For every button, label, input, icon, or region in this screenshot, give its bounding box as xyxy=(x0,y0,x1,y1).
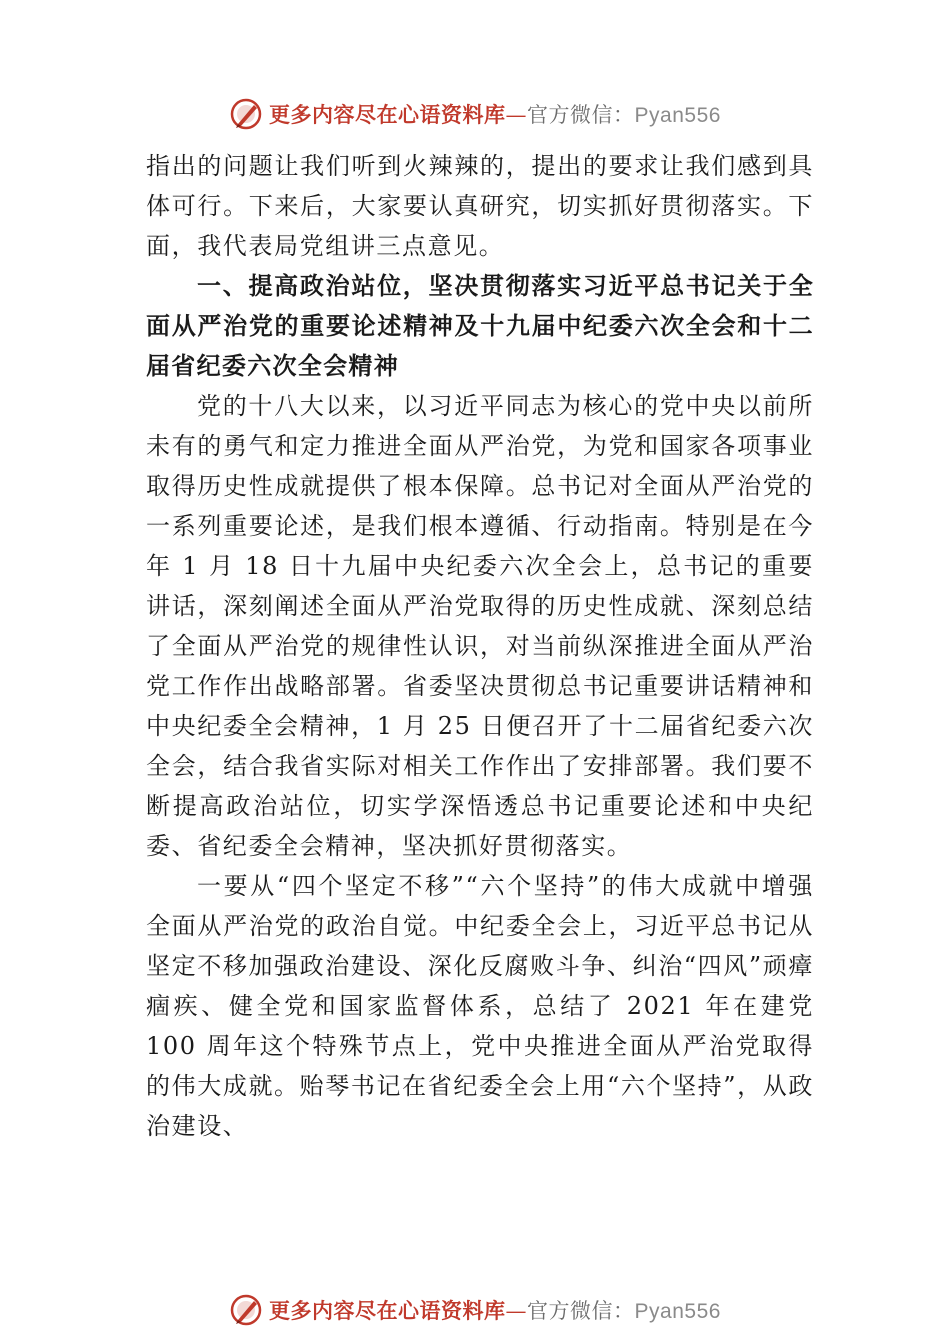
footer-library-name: 更多内容尽在心语资料库 xyxy=(269,1298,506,1323)
header-watermark-banner xyxy=(0,94,950,134)
body-paragraph-1: 党的十八大以来，以习近平同志为核心的党中央以前所未有的勇气和定力推进全面从严治党，为党和国家各项事业取得历史性成就提供了根本保障。总书记对全面从严治党的一系列重要论述，是我们根本遵循、行动指南。特别是在今年 1 月 18 日十九届中央纪委六次全会上，总书记的重要讲话，深刻阐述全面从严治党取得的历史性成就、深刻总结了全面从严治党的规律性认识，对当前纵深推进全面从严治党工作作出战略部署。省委坚决贯彻总书记重要讲话精神和中央纪委全会精神，1 月 25 日便召开了十二届省纪委六次全会，结合我省实际对相关工作作出了安排部署。我们要不断提高政治站位，切实学深悟透总书记重要论述和中央纪委、省纪委全会精神，坚决抓好贯彻落实。 xyxy=(146,392,814,860)
header-wechat-handle: Pyan556 xyxy=(634,104,721,127)
footer-dash: — xyxy=(505,1299,528,1323)
header-wechat-label: 官方微信： xyxy=(527,103,635,127)
footer-watermark-banner xyxy=(0,1290,950,1330)
footer-watermark-text xyxy=(269,1295,721,1325)
body-paragraph-2: 一要从“四个坚定不移”“六个坚持”的伟大成就中增强全面从严治党的政治自觉。中纪委全会上，习近平总书记从坚定不移加强政治建设、深化反腐败斗争、纠治“四风”顽瘴痼疾、健全党和国家监督体系，总结了 2021 年在建党 100 周年这个特殊节点上，党中央推进全面从严治党取得的伟大成就。贻琴书记在省纪委全会上用“六个坚持”，从政治建设、 xyxy=(146,872,814,1140)
document-body xyxy=(146,146,814,1146)
footer-wechat-handle: Pyan556 xyxy=(634,1300,721,1323)
intro-paragraph: 指出的问题让我们听到火辣辣的，提出的要求让我们感到具体可行。下来后，大家要认真研究，切实抓好贯彻落实。下面，我代表局党组讲三点意见。 xyxy=(146,152,814,260)
header-watermark-text xyxy=(269,99,721,129)
section-heading-1: 一、提高政治站位，坚决贯彻落实习近平总书记关于全面从严治党的重要论述精神及十九届中纪委六次全会和十二届省纪委六次全会精神 xyxy=(146,272,814,380)
pen-logo-icon xyxy=(229,1293,263,1327)
footer-wechat-label: 官方微信： xyxy=(527,1299,635,1323)
pen-logo-icon xyxy=(229,97,263,131)
header-library-name: 更多内容尽在心语资料库 xyxy=(269,102,506,127)
header-dash: — xyxy=(505,103,528,127)
